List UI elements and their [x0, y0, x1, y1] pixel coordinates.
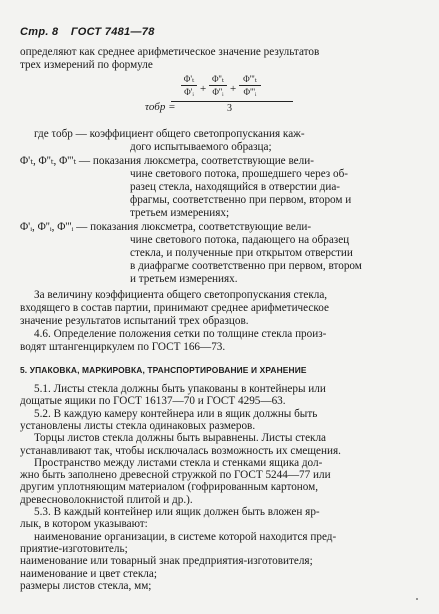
page-number: Стр. 8	[20, 26, 59, 38]
text-line: трех измерений по формуле	[20, 59, 153, 71]
fraction-numerator: Φ''ₜ	[211, 74, 225, 84]
text-line: 4.6. Определение положения сетки по толщине стекла произ-	[34, 328, 327, 340]
text-line: наименование организации, в системе которой находится пред-	[34, 530, 337, 543]
fraction-numerator: Φ'ₜ	[183, 74, 195, 84]
text-line: водят штангенциркулем по ГОСТ 166—73.	[20, 341, 226, 353]
text-line: жно быть заполнено древесной стружкой по ГОСТ 5244—77 или	[20, 469, 331, 482]
text-line: размеры листов стекла, мм;	[20, 579, 152, 592]
text-line: древесноволокнистой плитой и др.).	[20, 493, 193, 506]
main-fraction-bar	[171, 101, 293, 102]
legend-line: стекла, и полученные при открытом отверстии	[130, 247, 353, 259]
text-line: значение результатов испытаний трех образцов.	[20, 315, 249, 327]
fraction-1	[181, 74, 197, 97]
text-line: Пространство между листами стекла и стенками ящика дол-	[34, 456, 323, 469]
page-header	[20, 26, 164, 38]
legend-line: чине светового потока, падающего на образец	[130, 234, 350, 246]
formula	[145, 72, 295, 122]
text-line: За величину коэффициента общего светопропускания стекла,	[34, 289, 328, 301]
legend-line: и третьем измерениях.	[130, 273, 238, 285]
text-line: наименование и цвет стекла;	[20, 567, 157, 580]
text-line: устанавливают так, чтобы исключалась возможность их смещения.	[20, 444, 341, 457]
fraction-denominator: Φ'''ᵢ	[243, 87, 257, 97]
legend-line: третьем измерениях;	[130, 207, 230, 219]
text-line: установлены листы стекла одинаковых размеров.	[20, 419, 256, 432]
legend-line: дого испытываемого образца;	[130, 141, 272, 153]
text-line: Торцы листов стекла должны быть выравнены. Листы стекла	[34, 432, 327, 445]
fraction-numerator: Φ'''ₜ	[243, 74, 257, 84]
text-line: 5.1. Листы стекла должны быть упакованы в контейнеры или	[34, 383, 326, 395]
fraction-denominator: Φ'ᵢ	[184, 87, 194, 97]
fraction-2	[209, 74, 227, 97]
text-line: другим уплотняющим материалом (гофрированным картоном,	[20, 481, 319, 494]
formula-tau: τобр =	[145, 101, 176, 113]
text-line: определяют как среднее арифметическое значение результатов	[20, 46, 320, 58]
text-line: 5.3. В каждый контейнер или ящик должен быть вложен яр-	[34, 506, 320, 518]
formula-denominator: 3	[227, 103, 232, 114]
legend-line: где τобр — коэффициент общего светопропускания каж-	[34, 128, 305, 140]
legend-line: фрагмы, соответственно при первом, втором и	[130, 194, 352, 206]
text-line: входящего в состав партии, принимают среднее арифметическое	[20, 302, 329, 314]
plus-sign: +	[230, 83, 237, 95]
text-line: 5.2. В каждую камеру контейнера или в ящик должны быть	[34, 407, 318, 420]
text-line: лык, в котором указывают:	[20, 518, 148, 531]
fraction-3	[239, 74, 261, 97]
legend-line: в диафрагме соответственно при первом, втором	[130, 260, 362, 272]
text-line: наименование или товарный знак предприятия-изготовителя;	[20, 555, 313, 568]
text-line: приятие-изготовитель;	[20, 542, 128, 555]
standard-code: ГОСТ 7481—78	[70, 26, 155, 38]
legend-line: Φ'ᵢ, Φ''ᵢ, Φ'''ᵢ — показания люксметра, соответствующие вели-	[20, 221, 312, 233]
scan-speck	[416, 598, 418, 600]
fraction-denominator: Φ''ᵢ	[212, 87, 224, 97]
legend-line: разец стекла, находящийся в отверстии диа-	[130, 181, 341, 193]
section-heading: 5. УПАКОВКА, МАРКИРОВКА, ТРАНСПОРТИРОВАНИЕ И ХРАНЕНИЕ	[20, 365, 307, 375]
legend-line: чине светового потока, прошедшего через об-	[130, 168, 349, 180]
text-line: дощатые ящики по ГОСТ 16137—70 и ГОСТ 4295—63.	[20, 395, 286, 408]
legend-line: Φ'ₜ, Φ''ₜ, Φ'''ₜ — показания люксметра, соответствующие вели-	[20, 155, 314, 167]
plus-sign: +	[200, 83, 207, 95]
